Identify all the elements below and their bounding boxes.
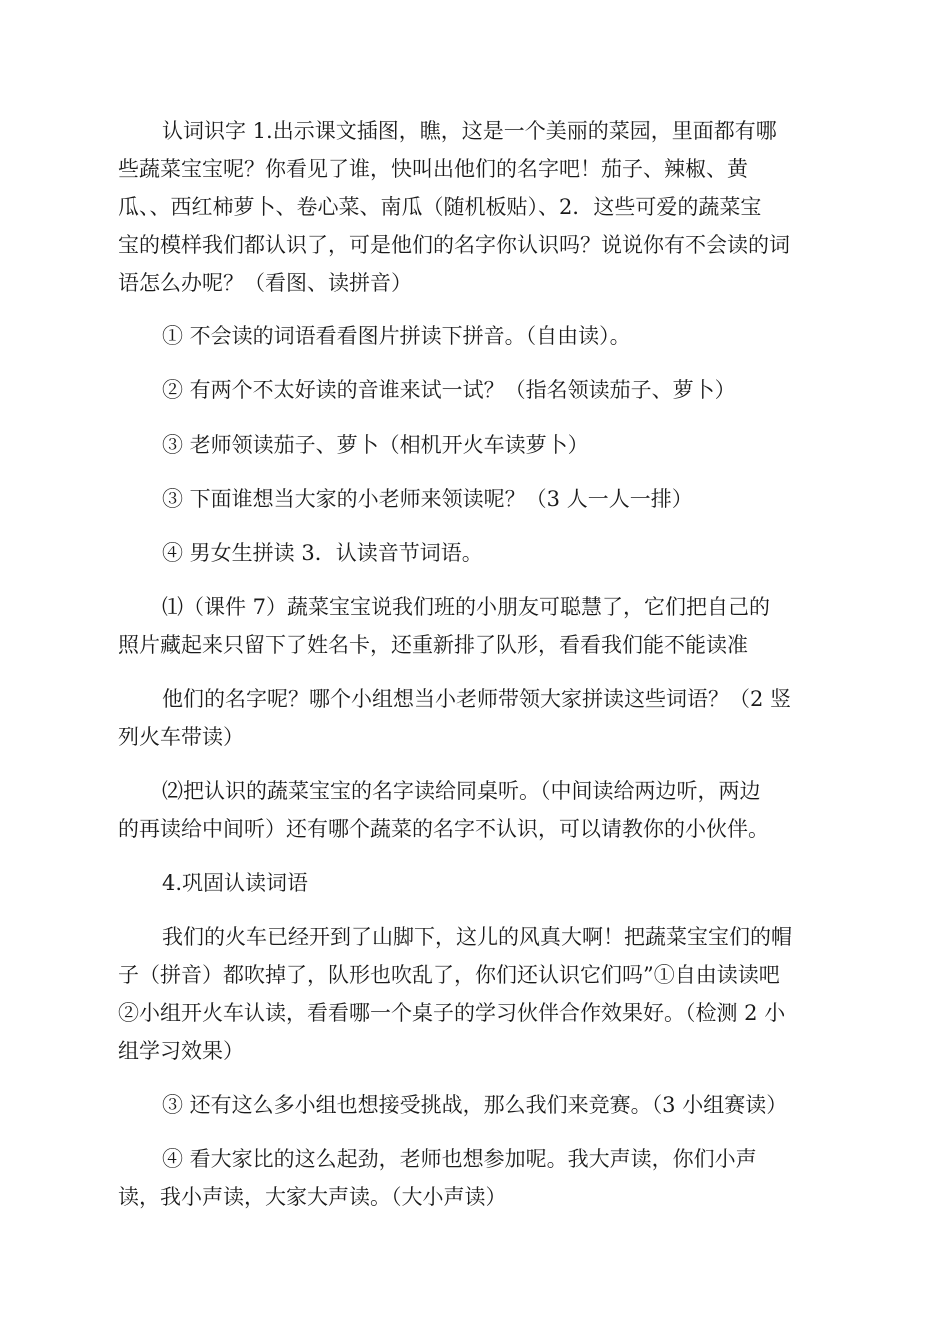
- paragraph-11-line-4: 组学习效果）: [118, 1039, 244, 1063]
- paragraph-7-line-2: 照片藏起来只留下了姓名卡，还重新排了队形，看看我们能不能读准: [118, 633, 748, 657]
- paragraph-10-heading: 4.巩固认读词语: [162, 871, 309, 895]
- paragraph-9-line-2: 的再读给中间听）还有哪个蔬菜的名字不认识，可以请教你的小伙伴。: [118, 817, 769, 841]
- paragraph-5: ③ 下面谁想当大家的小老师来领读呢？（3 人一人一排）: [162, 487, 693, 511]
- paragraph-8-line-1: 他们的名字呢？哪个小组想当小老师带领大家拼读这些词语？（2 竖: [162, 687, 792, 711]
- paragraph-9-line-1: ⑵把认识的蔬菜宝宝的名字读给同桌听。（中间读给两边听，两边: [162, 779, 761, 803]
- paragraph-7-line-1: ⑴（课件 7）蔬菜宝宝说我们班的小朋友可聪慧了，它们把自己的: [162, 595, 771, 619]
- paragraph-3: ② 有两个不太好读的音谁来试一试？（指名领读茄子、萝卜）: [162, 378, 736, 402]
- paragraph-1-line-4: 宝的模样我们都认识了，可是他们的名字你认识吗？说说你有不会读的词: [118, 233, 790, 257]
- paragraph-11-line-1: 我们的火车已经开到了山脚下，这儿的风真大啊！把蔬菜宝宝们的帽: [162, 925, 792, 949]
- paragraph-11-line-2: 子（拼音）都吹掉了，队形也吹乱了，你们还认识它们吗”①自由读读吧: [118, 963, 780, 987]
- paragraph-1-line-2: 些蔬菜宝宝呢？你看见了谁，快叫出他们的名字吧！茄子、辣椒、黄: [118, 157, 748, 181]
- paragraph-6: ④ 男女生拼读 3．认读音节词语。: [162, 541, 483, 565]
- paragraph-8-line-2: 列火车带读）: [118, 725, 244, 749]
- paragraph-13-line-2: 读，我小声读，大家大声读。（大小声读）: [118, 1185, 507, 1209]
- paragraph-1-line-5: 语怎么办呢？（看图、读拼音）: [118, 271, 412, 295]
- paragraph-11-line-3: ②小组开火车认读，看看哪一个桌子的学习伙伴合作效果好。（检测 2 小: [118, 1001, 786, 1025]
- paragraph-2: ① 不会读的词语看看图片拼读下拼音。（自由读）。: [162, 324, 631, 348]
- paragraph-1-line-1: 认词识字 1.出示课文插图，瞧，这是一个美丽的菜园，里面都有哪: [162, 119, 777, 143]
- paragraph-1-line-3: 瓜、、西红柿萝卜、卷心菜、南瓜（随机板贴）、2．这些可爱的蔬菜宝: [118, 195, 762, 219]
- paragraph-12: ③ 还有这么多小组也想接受挑战，那么我们来竞赛。（3 小组赛读）: [162, 1093, 788, 1117]
- paragraph-4: ③ 老师领读茄子、萝卜（相机开火车读萝卜）: [162, 433, 589, 457]
- paragraph-13-line-1: ④ 看大家比的这么起劲，老师也想参加呢。我大声读，你们小声: [162, 1147, 757, 1171]
